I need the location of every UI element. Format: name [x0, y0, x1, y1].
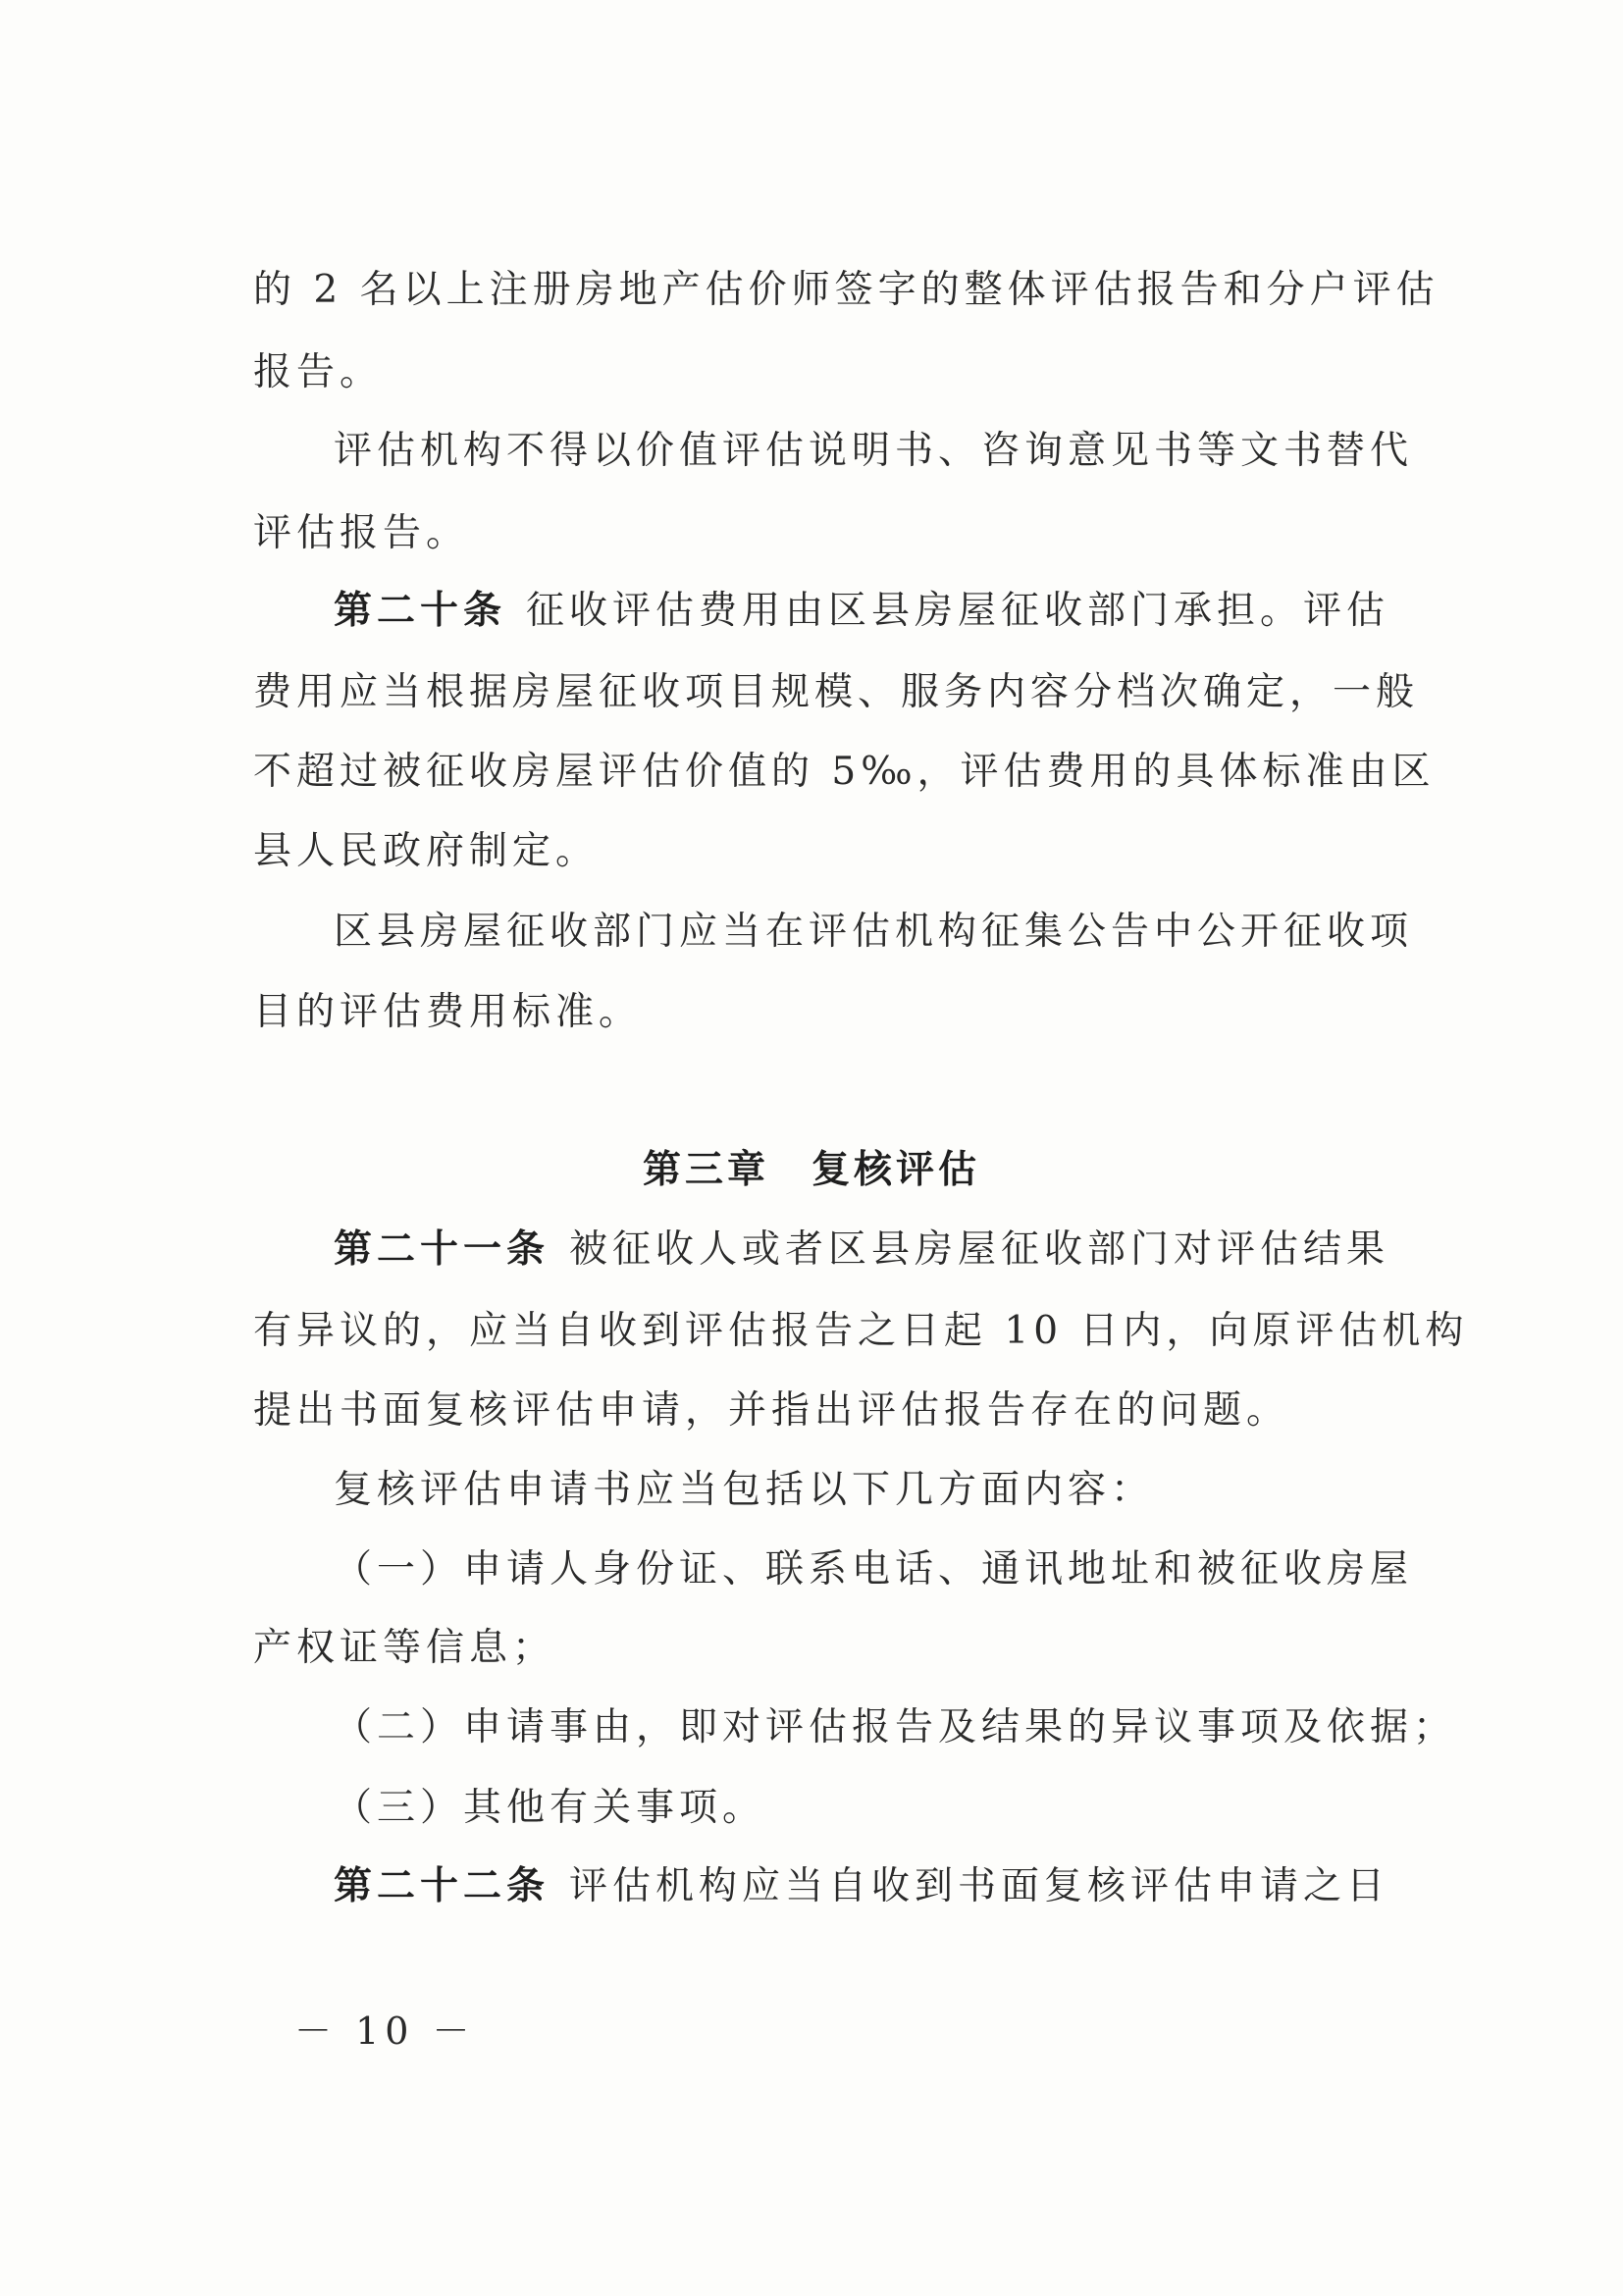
text-line: 评估报告。	[253, 511, 470, 555]
article-20-first-line	[334, 584, 1390, 639]
text-line: 评估机构不得以价值评估说明书、咨询意见书等文书替代	[334, 429, 1414, 473]
text-line: 目的评估费用标准。	[253, 990, 643, 1034]
text-line: 县人民政府制定。	[253, 829, 600, 873]
text-line: 复核评估申请书应当包括以下几方面内容：	[334, 1468, 1155, 1512]
article-21-label: 第二十一条	[334, 1227, 550, 1272]
text-line: 费用应当根据房屋征收项目规模、服务内容分档次确定，一般	[253, 670, 1420, 714]
text-line: （三）其他有关事项。	[334, 1786, 766, 1830]
article-20-label: 第二十条	[334, 589, 507, 633]
text-line: 的 2 名以上注册房地产估价师签字的整体评估报告和分户评估	[253, 268, 1440, 312]
chapter-heading: 第三章 复核评估	[642, 1148, 980, 1192]
text-line: （二）申请事由，即对评估报告及结果的异议事项及依据；	[334, 1705, 1457, 1749]
text-line: 提出书面复核评估申请，并指出评估报告存在的问题。	[253, 1388, 1290, 1433]
text-line: 区县房屋征收部门应当在评估机构征集公告中公开征收项	[334, 910, 1414, 954]
text-line: （一）申请人身份证、联系电话、通讯地址和被征收房屋	[334, 1547, 1414, 1592]
article-22-label: 第二十二条	[334, 1864, 550, 1908]
text-line: 有异议的，应当自收到评估报告之日起 10 日内，向原评估机构	[253, 1309, 1469, 1353]
page-number: － 10 －	[294, 2009, 476, 2053]
text-line: 报告。	[253, 350, 384, 394]
article-20-text: 征收评估费用由区县房屋征收部门承担。评估	[526, 589, 1390, 633]
article-21-first-line	[334, 1223, 1390, 1278]
article-21-text: 被征收人或者区县房屋征收部门对评估结果	[569, 1227, 1390, 1272]
text-line: 不超过被征收房屋评估价值的 5‰，评估费用的具体标准由区	[253, 750, 1436, 794]
text-line: 产权证等信息；	[253, 1626, 556, 1670]
article-22-text: 评估机构应当自收到书面复核评估申请之日	[569, 1864, 1390, 1908]
article-22-first-line	[334, 1859, 1390, 1914]
